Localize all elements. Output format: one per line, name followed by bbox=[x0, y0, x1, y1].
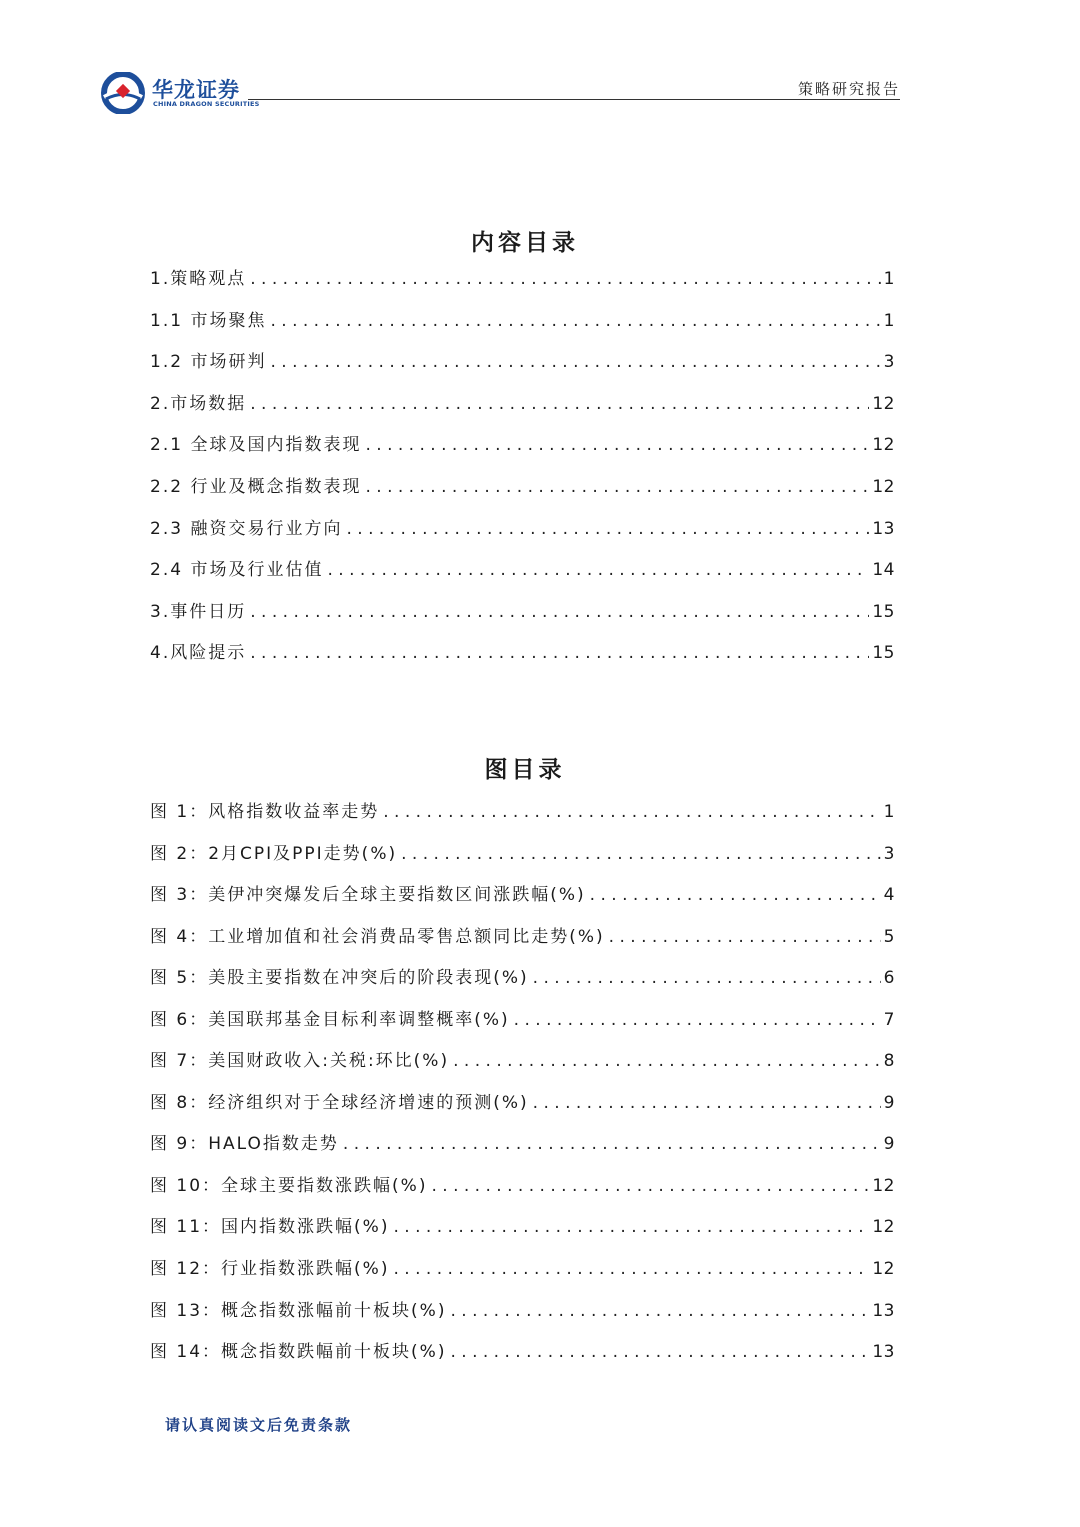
toc-entry-label: 2.3 融资交易行业方向 bbox=[150, 518, 343, 539]
figure-entry-page-number: 4 bbox=[883, 885, 895, 906]
dot-leader bbox=[431, 1176, 869, 1196]
figure-entry-label: 图 2：2月CPI及PPI走势(%) bbox=[150, 843, 398, 864]
figure-entry-page-number: 8 bbox=[883, 1051, 895, 1072]
toc-entry-label: 4.风险提示 bbox=[150, 643, 247, 664]
toc-entry-label: 2.1 全球及国内指数表现 bbox=[150, 435, 362, 456]
dot-leader bbox=[365, 477, 869, 497]
toc-entry-label: 2.2 行业及概念指数表现 bbox=[150, 476, 362, 497]
figure-entry-page-number: 12 bbox=[872, 1259, 895, 1280]
toc-entry[interactable] bbox=[150, 638, 895, 680]
toc-entry[interactable] bbox=[150, 430, 895, 472]
dot-leader bbox=[327, 560, 869, 580]
figure-entry[interactable] bbox=[150, 1005, 895, 1047]
figure-list-title: 图目录 bbox=[484, 757, 566, 783]
dot-leader bbox=[453, 1051, 881, 1071]
toc-entry-label: 1.2 市场研判 bbox=[150, 352, 267, 373]
toc-entry-page-number: 3 bbox=[883, 352, 895, 373]
toc-entry[interactable] bbox=[150, 597, 895, 639]
figure-entry[interactable] bbox=[150, 1129, 895, 1171]
figure-entry-page-number: 12 bbox=[872, 1217, 895, 1238]
toc-entry-page-number: 15 bbox=[872, 643, 895, 664]
dot-leader bbox=[401, 844, 881, 864]
toc-entry-page-number: 13 bbox=[872, 518, 895, 539]
toc-entry[interactable] bbox=[150, 514, 895, 556]
figure-entry-label: 图 9：HALO指数走势 bbox=[150, 1134, 339, 1155]
china-dragon-logo-icon bbox=[100, 72, 146, 114]
figure-entry-label: 图 1：风格指数收益率走势 bbox=[150, 802, 380, 822]
dot-leader bbox=[250, 643, 869, 663]
dot-leader bbox=[250, 269, 880, 289]
dot-leader bbox=[343, 1134, 881, 1154]
report-type: 策略研究报告 bbox=[797, 80, 900, 98]
dot-leader bbox=[590, 885, 881, 905]
figure-entry-page-number: 7 bbox=[883, 1009, 895, 1030]
toc-entry-page-number: 1 bbox=[883, 269, 895, 289]
figure-entry[interactable] bbox=[150, 1046, 895, 1088]
dot-leader bbox=[609, 927, 881, 947]
figure-entry-page-number: 13 bbox=[872, 1300, 895, 1321]
figure-entry[interactable] bbox=[150, 839, 895, 881]
toc-title: 内容目录 bbox=[471, 230, 579, 256]
page-header bbox=[100, 70, 900, 116]
toc-entry[interactable] bbox=[150, 306, 895, 348]
figure-entry-label: 图 11：国内指数涨跌幅(%) bbox=[150, 1217, 390, 1238]
toc-entry-page-number: 14 bbox=[872, 560, 895, 581]
dot-leader bbox=[383, 802, 880, 822]
figure-entry-page-number: 3 bbox=[883, 843, 895, 864]
dot-leader bbox=[393, 1217, 869, 1237]
figure-entry-page-number: 5 bbox=[883, 926, 895, 947]
toc-entry[interactable] bbox=[150, 264, 895, 306]
toc-entry[interactable] bbox=[150, 555, 895, 597]
figure-entry-label: 图 3：美伊冲突爆发后全球主要指数区间涨跌幅(%) bbox=[150, 885, 586, 906]
figure-entry-label: 图 12：行业指数涨跌幅(%) bbox=[150, 1259, 390, 1280]
dot-leader bbox=[514, 1010, 881, 1030]
toc-entry-page-number: 1 bbox=[883, 310, 895, 331]
figure-entry[interactable] bbox=[150, 922, 895, 964]
figure-entry-page-number: 13 bbox=[872, 1342, 895, 1363]
toc-entry-page-number: 15 bbox=[872, 601, 895, 622]
dot-leader bbox=[250, 602, 869, 622]
toc-entry[interactable] bbox=[150, 389, 895, 431]
figure-entry-page-number: 9 bbox=[883, 1134, 895, 1155]
dot-leader bbox=[346, 519, 869, 539]
figure-entry[interactable] bbox=[150, 1212, 895, 1254]
company-name-cn: 华龙证券 bbox=[152, 78, 240, 102]
dot-leader bbox=[270, 311, 880, 331]
dot-leader bbox=[450, 1301, 869, 1321]
figure-entry-label: 图 10：全球主要指数涨跌幅(%) bbox=[150, 1175, 428, 1196]
figure-entry-page-number: 6 bbox=[883, 968, 895, 989]
dot-leader bbox=[393, 1259, 869, 1279]
figure-entry[interactable] bbox=[150, 1337, 895, 1379]
toc-entry-page-number: 12 bbox=[872, 476, 895, 497]
figure-entry[interactable] bbox=[150, 1296, 895, 1338]
toc-entry-label: 1.1 市场聚焦 bbox=[150, 310, 267, 331]
dot-leader bbox=[250, 394, 869, 414]
dot-leader bbox=[450, 1342, 869, 1362]
figure-entry[interactable] bbox=[150, 1088, 895, 1130]
toc-entry-page-number: 12 bbox=[872, 435, 895, 456]
figure-entry-label: 图 6：美国联邦基金目标利率调整概率(%) bbox=[150, 1009, 510, 1030]
disclaimer-note: 请认真阅读文后免责条款 bbox=[165, 1416, 353, 1434]
figure-entry-page-number: 1 bbox=[883, 802, 895, 822]
figure-entry[interactable] bbox=[150, 880, 895, 922]
dot-leader bbox=[533, 1093, 881, 1113]
dot-leader bbox=[270, 352, 880, 372]
figure-entry-label: 图 7：美国财政收入:关税:环比(%) bbox=[150, 1051, 450, 1072]
toc-entry-page-number: 12 bbox=[872, 393, 895, 414]
toc-entry[interactable] bbox=[150, 347, 895, 389]
toc-entry-label: 1.策略观点 bbox=[150, 269, 247, 289]
figure-entry-label: 图 5：美股主要指数在冲突后的阶段表现(%) bbox=[150, 968, 529, 989]
company-name-en: CHINA DRAGON SECURITIES bbox=[153, 100, 260, 108]
figure-entry-label: 图 4：工业增加值和社会消费品零售总额同比走势(%) bbox=[150, 926, 605, 947]
figure-entry-label: 图 13：概念指数涨幅前十板块(%) bbox=[150, 1300, 447, 1321]
figure-list bbox=[150, 797, 895, 1379]
figure-entry-page-number: 12 bbox=[872, 1175, 895, 1196]
figure-entry[interactable] bbox=[150, 963, 895, 1005]
toc-entry-label: 3.事件日历 bbox=[150, 601, 247, 622]
dot-leader bbox=[365, 435, 869, 455]
figure-entry-page-number: 9 bbox=[883, 1092, 895, 1113]
dot-leader bbox=[533, 968, 881, 988]
toc-entry-label: 2.市场数据 bbox=[150, 393, 247, 414]
toc-entry[interactable] bbox=[150, 472, 895, 514]
toc-entry-label: 2.4 市场及行业估值 bbox=[150, 560, 324, 581]
figure-entry-label: 图 8：经济组织对于全球经济增速的预测(%) bbox=[150, 1092, 529, 1113]
figure-entry-label: 图 14：概念指数跌幅前十板块(%) bbox=[150, 1342, 447, 1363]
figure-entry[interactable] bbox=[150, 797, 895, 839]
figure-entry[interactable] bbox=[150, 1171, 895, 1213]
header-divider bbox=[248, 99, 900, 100]
figure-entry[interactable] bbox=[150, 1254, 895, 1296]
toc-list bbox=[150, 264, 895, 680]
